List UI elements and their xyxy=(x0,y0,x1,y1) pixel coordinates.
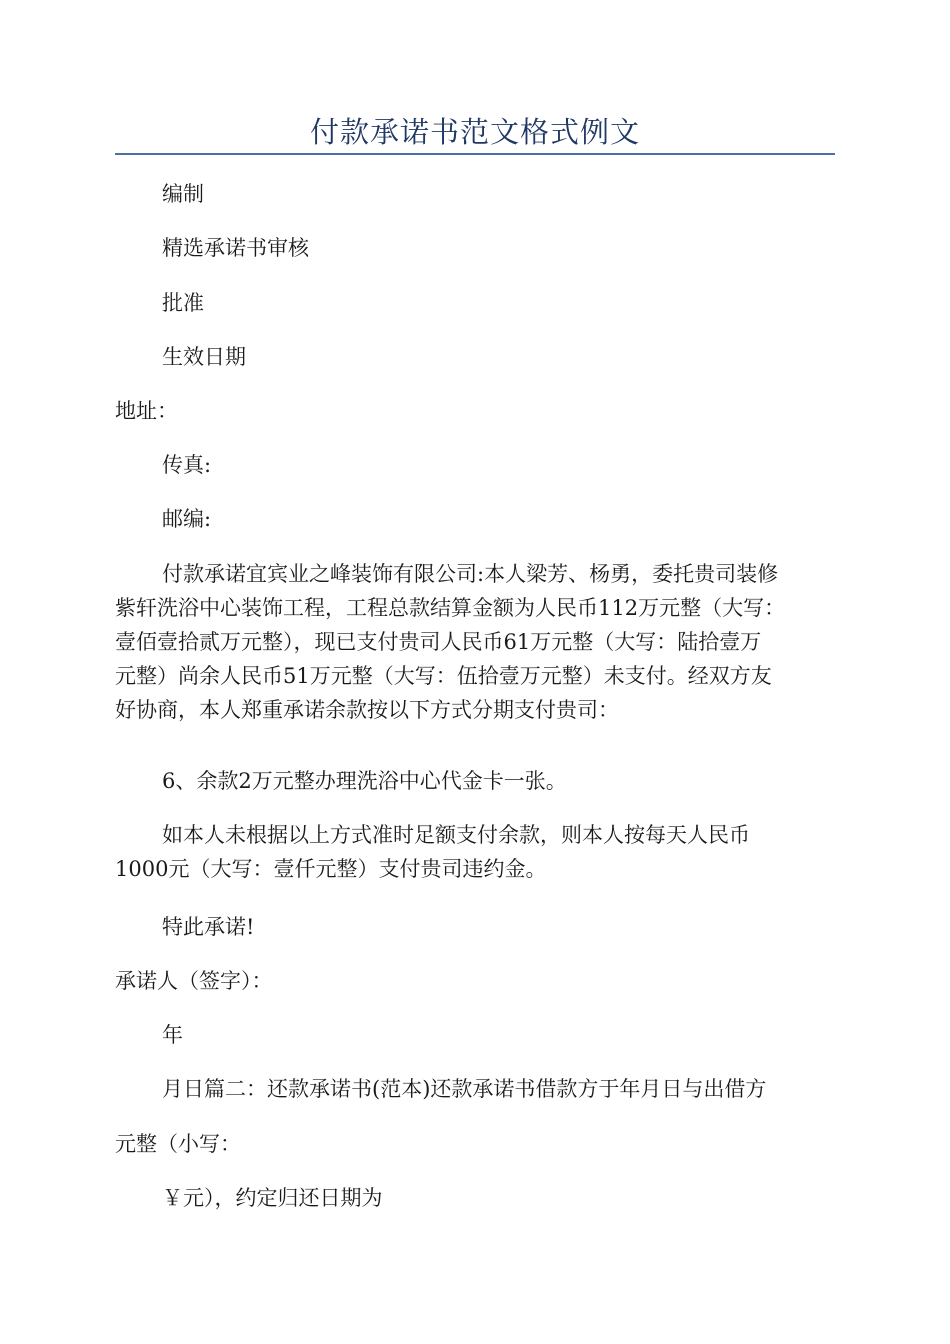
line-approve: 批准 xyxy=(162,291,204,315)
paragraph-line: 壹佰壹拾贰万元整），现已支付贵司人民币61万元整（大写：陆拾壹万 xyxy=(115,630,762,654)
paragraph-line: 1000元（大写：壹仟元整）支付贵司违约金。 xyxy=(115,857,547,881)
line-postcode: 邮编: xyxy=(162,507,212,531)
main-paragraph xyxy=(115,557,827,727)
yuan-line: ￥元），约定归还日期为 xyxy=(162,1186,383,1210)
signer-line: 承诺人（签字）： xyxy=(115,969,273,993)
part-two-line: 月日篇二：还款承诺书(范本)还款承诺书借款方于年月日与出借方 xyxy=(162,1077,767,1101)
title-underline xyxy=(115,153,835,155)
year-line: 年 xyxy=(162,1023,183,1047)
line-review: 精选承诺书审核 xyxy=(162,236,309,260)
document-title: 付款承诺书范文格式例文 xyxy=(309,115,640,149)
paragraph-line: 紫轩洗浴中心装饰工程，工程总款结算金额为人民币112万元整（大写： xyxy=(115,596,786,620)
paragraph-line: 元整）尚余人民币51万元整（大写：伍拾壹万元整）未支付。经双方友 xyxy=(115,664,772,688)
line-fax: 传真: xyxy=(162,453,212,477)
amount-small-line: 元整（小写： xyxy=(115,1132,241,1156)
penalty-paragraph xyxy=(115,818,827,886)
paragraph-line: 好协商，本人郑重承诺余款按以下方式分期支付贵司： xyxy=(115,698,619,722)
line-compile: 编制 xyxy=(162,182,204,206)
line-effective-date: 生效日期 xyxy=(162,345,246,369)
item-6: 6、余款2万元整办理洗浴中心代金卡一张。 xyxy=(162,769,567,793)
closing-statement: 特此承诺! xyxy=(162,915,255,939)
paragraph-line: 付款承诺宜宾业之峰装饰有限公司:本人梁芳、杨勇，委托贵司装修 xyxy=(162,562,779,586)
line-address: 地址： xyxy=(115,399,178,423)
paragraph-line: 如本人未根据以上方式准时足额支付余款，则本人按每天人民币 xyxy=(162,823,750,847)
